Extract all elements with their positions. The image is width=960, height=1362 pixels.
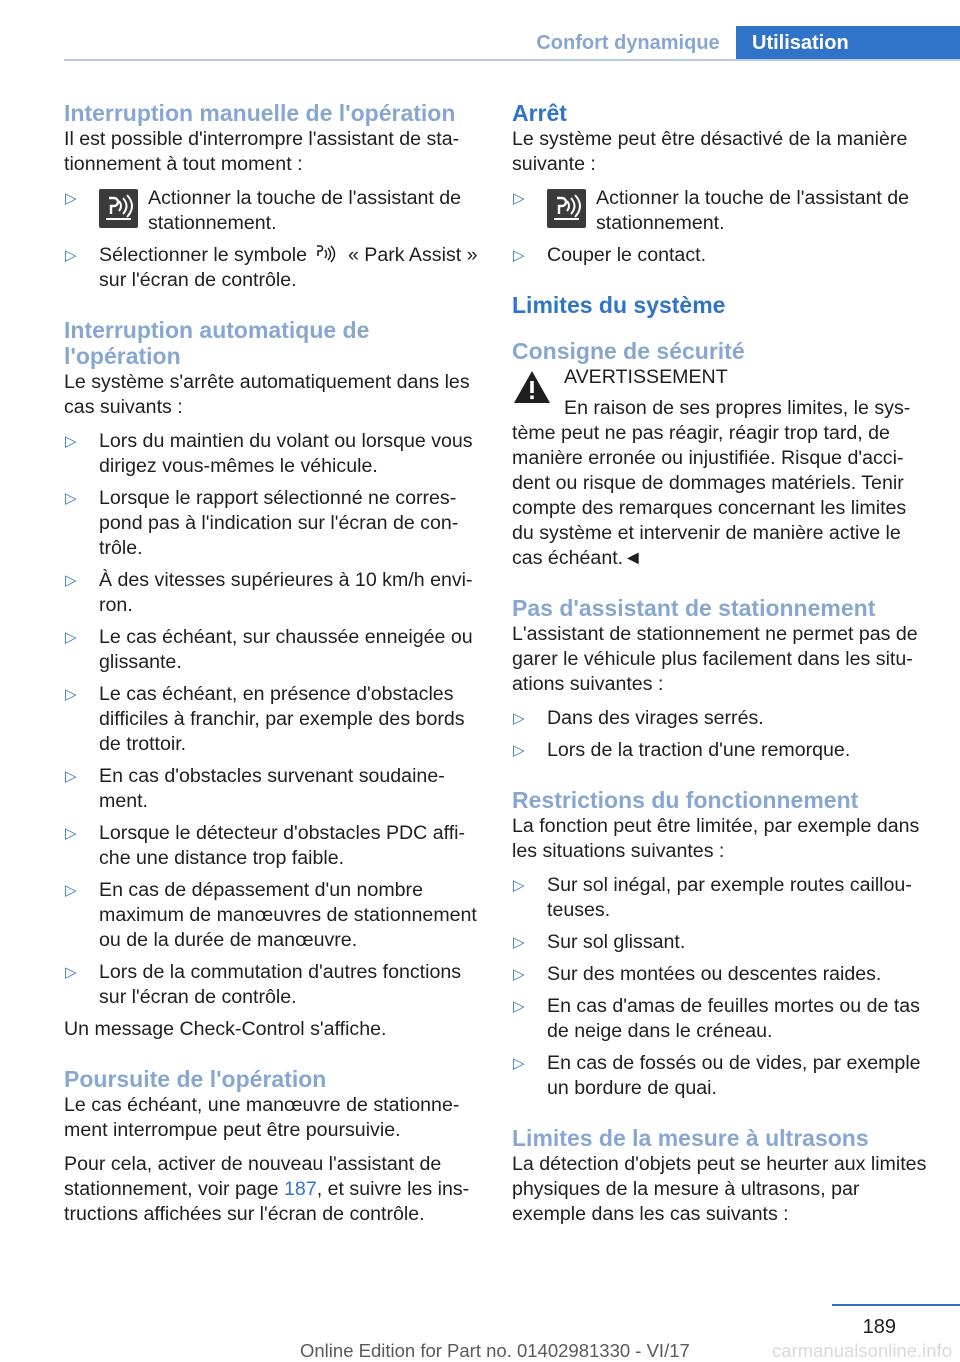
header-chapter-tab: Utilisation	[736, 26, 960, 61]
list-stop-steps	[512, 186, 932, 268]
list-item-text: Actionner la touche de l'assistant de stationnement.	[148, 187, 462, 234]
list-no-assist	[512, 706, 932, 763]
bullet-triangle-icon: ▷	[65, 490, 77, 507]
list-item	[64, 960, 480, 1010]
heading-resume: Poursuite de l'opération	[64, 1066, 327, 1092]
bullet-triangle-icon: ▷	[513, 1055, 525, 1072]
list-item-text: En cas de dépassement d'un nombre maximum de manœuvres de stationnement ou de la durée de manœuvre.	[99, 879, 477, 951]
bullet-triangle-icon: ▷	[65, 190, 77, 207]
heading-safety: Consigne de sécurité	[512, 338, 745, 364]
paragraph-check-control: Un message Check-Control s'affiche.	[64, 1018, 387, 1040]
list-item-text: Sur sol inégal, par exemple routes caillouteuses.	[547, 874, 912, 921]
list-auto-cases	[64, 429, 480, 1010]
list-item-text: Lors du maintien du volant ou lorsque vous dirigez vous-mêmes le véhicule.	[99, 430, 473, 477]
bullet-triangle-icon: ▷	[65, 247, 77, 264]
section-manual-interruption	[64, 100, 480, 293]
bullet-triangle-icon: ▷	[513, 934, 525, 951]
list-item	[64, 878, 480, 953]
list-item	[512, 243, 932, 268]
list-item	[64, 429, 480, 479]
list-item	[64, 682, 480, 757]
warning-triangle-icon	[512, 369, 552, 405]
list-item-text: Lors de la traction d'une remorque.	[547, 739, 851, 761]
list-item-text-a: Sélectionner le symbole	[99, 244, 308, 266]
page-reference-link[interactable]: 187	[284, 1178, 317, 1200]
list-item	[64, 764, 480, 814]
heading-stop: Arrêt	[512, 100, 567, 126]
heading-no-assist: Pas d'assistant de stationnement	[512, 595, 876, 621]
watermark: carmanualsonline.info	[772, 1340, 952, 1361]
section-system-limits	[512, 292, 932, 318]
bullet-triangle-icon: ▷	[65, 964, 77, 981]
bullet-triangle-icon: ▷	[65, 768, 77, 785]
list-item-text: Dans des virages serrés.	[547, 707, 764, 729]
list-manual-steps	[64, 186, 480, 293]
section-resume	[64, 1066, 480, 1227]
list-item-text: Le cas échéant, sur chaussée enneigée ou glissante.	[99, 626, 473, 673]
bullet-triangle-icon: ▷	[513, 877, 525, 894]
list-item-text: Sur des montées ou descentes raides.	[547, 963, 882, 985]
list-item	[512, 186, 932, 236]
right-column	[512, 100, 932, 1236]
online-edition-note: Online Edition for Part no. 01402981330 - VI/17	[300, 1340, 690, 1361]
list-item-text: Actionner la touche de l'assistant de stationnement.	[596, 187, 910, 234]
list-item	[64, 243, 480, 293]
warning-title: AVERTISSEMENT	[564, 366, 728, 388]
list-item-text: Le cas échéant, en présence d'obstacles difficiles à franchir, par exemple des bords de trottoir.	[99, 683, 465, 755]
paragraph-resume-2	[64, 1152, 480, 1227]
bullet-triangle-icon: ▷	[65, 686, 77, 703]
list-item	[512, 873, 932, 923]
header-rule	[64, 59, 960, 61]
bullet-triangle-icon: ▷	[513, 247, 525, 264]
section-no-assist	[512, 595, 932, 763]
resume-text-a: Pour cela, activer de nouveau l'assistant de stationnement, voir page	[64, 1153, 442, 1200]
page-number: 189	[862, 1316, 896, 1338]
bullet-triangle-icon: ▷	[513, 742, 525, 759]
warning-box	[512, 365, 932, 571]
list-item	[512, 930, 932, 955]
bullet-triangle-icon: ▷	[65, 433, 77, 450]
park-assist-symbol-icon	[314, 244, 340, 264]
list-item-text: Lorsque le rapport sélectionné ne correspond pas à l'indication sur l'écran de contrôle.	[99, 487, 459, 559]
list-item	[64, 486, 480, 561]
park-assist-button-icon	[99, 189, 138, 228]
section-auto-interruption	[64, 317, 480, 1042]
list-item	[512, 1051, 932, 1101]
paragraph-manual-intro: Il est possible d'interrompre l'assistant de stationnement à tout moment :	[64, 128, 460, 175]
bullet-triangle-icon: ▷	[513, 710, 525, 727]
paragraph-ultrasound-intro: La détection d'objets peut se heurter aux limites physiques de la mesure à ultrasons, par exemple dans les cas suivants :	[512, 1153, 927, 1225]
list-restrictions	[512, 873, 932, 1101]
list-item-text: Lors de la commutation d'autres fonctions sur l'écran de contrôle.	[99, 961, 462, 1008]
bullet-triangle-icon: ▷	[513, 190, 525, 207]
bullet-triangle-icon: ▷	[65, 572, 77, 589]
list-item	[64, 568, 480, 618]
bullet-triangle-icon: ▷	[65, 825, 77, 842]
section-ultrasound	[512, 1125, 932, 1227]
list-item-text: Lorsque le détecteur d'obstacles PDC affiche une distance trop faible.	[99, 822, 466, 869]
paragraph-auto-intro: Le système s'arrête automatiquement dans les cas suivants :	[64, 371, 470, 418]
left-column	[64, 100, 480, 1236]
bullet-triangle-icon: ▷	[65, 882, 77, 899]
list-item-text-b: « Park Assist » sur l'écran de contrôle.	[99, 244, 478, 291]
bullet-triangle-icon: ▷	[513, 998, 525, 1015]
section-stop	[512, 100, 932, 268]
paragraph-stop-intro: Le système peut être désactivé de la manière suivante :	[512, 128, 908, 175]
list-item-text: En cas d'amas de feuilles mortes ou de tas de neige dans le créneau.	[547, 995, 920, 1042]
list-item-text: À des vitesses supérieures à 10 km/h environ.	[99, 569, 473, 616]
heading-ultrasound: Limites de la mesure à ultrasons	[512, 1125, 869, 1151]
heading-restrictions: Restrictions du fonctionnement	[512, 787, 859, 813]
list-item	[64, 821, 480, 871]
park-assist-button-icon	[547, 189, 586, 228]
heading-auto-interruption: Interruption automatique de l'opération	[64, 317, 370, 369]
list-item	[64, 625, 480, 675]
paragraph-restrictions-intro: La fonction peut être limitée, par exemple dans les situations suivantes :	[512, 815, 920, 862]
header-section-tab: Confort dynamique	[536, 32, 720, 54]
footer-rule	[832, 1304, 960, 1306]
bullet-triangle-icon: ▷	[65, 629, 77, 646]
list-item-text: Couper le contact.	[547, 244, 707, 266]
heading-manual-interruption: Interruption manuelle de l'opération	[64, 100, 456, 126]
resume-text-b: , et suivre les instructions affichées sur l'écran de contrôle.	[64, 1178, 470, 1225]
list-item-text: En cas de fossés ou de vides, par exemple un bordure de quai.	[547, 1052, 921, 1099]
paragraph-no-assist-intro: L'assistant de stationnement ne permet pas de garer le véhicule plus facilement dans les situations suivantes :	[512, 623, 918, 695]
list-item	[512, 962, 932, 987]
section-safety	[512, 338, 932, 571]
list-item	[64, 186, 480, 236]
bullet-triangle-icon: ▷	[513, 966, 525, 983]
paragraph-resume-1: Le cas échéant, une manœuvre de stationnement interrompue peut être poursuivie.	[64, 1094, 460, 1141]
heading-system-limits: Limites du système	[512, 292, 726, 318]
list-item	[512, 706, 932, 731]
list-item	[512, 994, 932, 1044]
section-restrictions	[512, 787, 932, 1101]
list-item	[512, 738, 932, 763]
list-item-text: Sur sol glissant.	[547, 931, 686, 953]
list-item-text: En cas d'obstacles survenant soudainement.	[99, 765, 445, 812]
warning-body: En raison de ses propres limites, le système peut ne pas réagir, réagir trop tard, de manière erronée ou injustifiée. Risque d'accident ou risque de dommages matériels. Tenir compte des remarques concernant les limites du système et intervenir de manière active le cas échéant.◄	[512, 397, 911, 569]
